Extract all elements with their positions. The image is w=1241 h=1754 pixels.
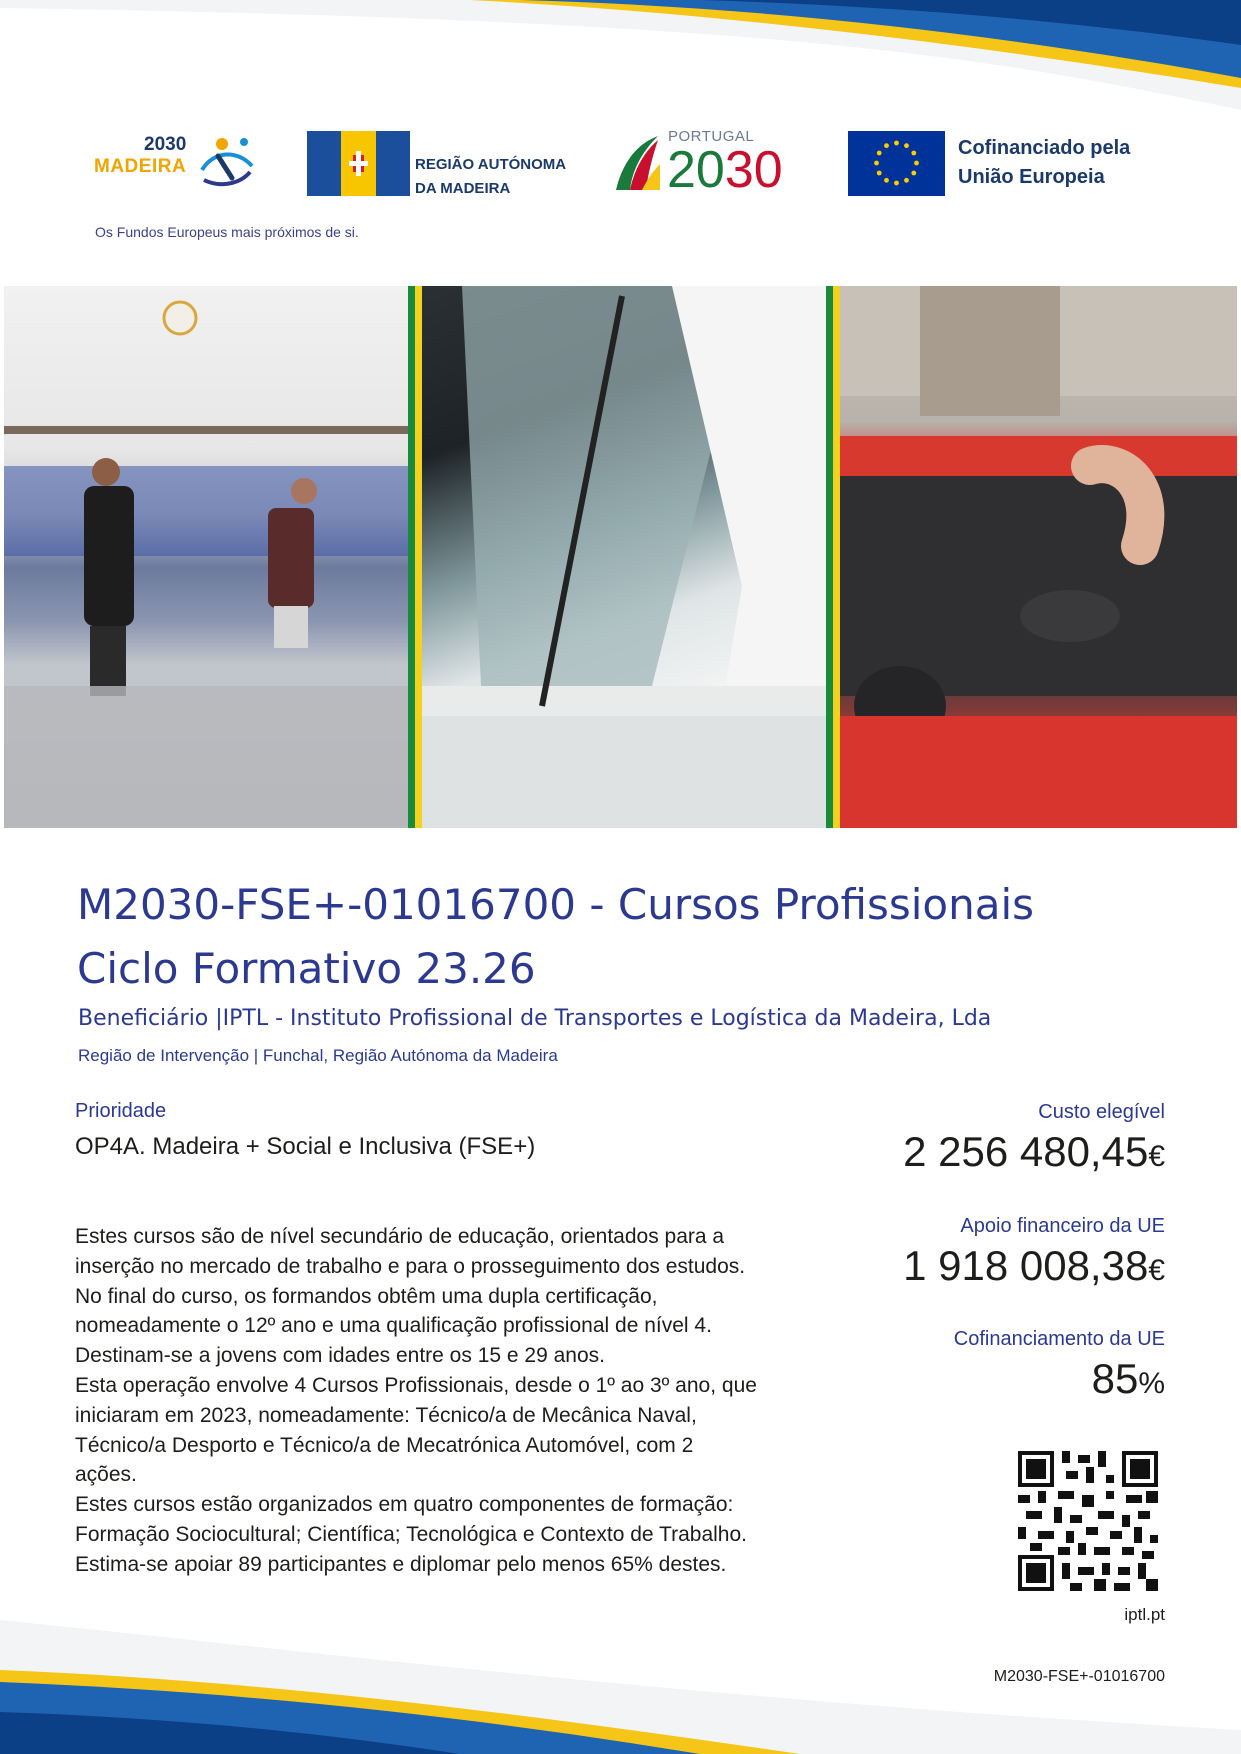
description-line: Destinam-se a jovens com idades entre os 15 e 29 anos. — [75, 1344, 605, 1368]
eu-support-value — [903, 1242, 1165, 1290]
description-line: inserção no mercado de trabalho e para o prosseguimento dos estudos. — [75, 1254, 746, 1278]
raam-line2: DA MADEIRA — [415, 180, 511, 197]
reference-code: M2030-FSE+-01016700 — [993, 1668, 1165, 1685]
top-wave-decoration — [0, 0, 1241, 110]
eu-cofinancing-text — [958, 134, 1130, 192]
eu-line2: União Europeia — [958, 166, 1105, 188]
portugal-flag-swoosh-icon — [612, 134, 662, 194]
website-link[interactable]: iptl.pt — [1124, 1605, 1165, 1624]
madeira-2030-logo — [94, 128, 254, 198]
cofinancing-amount: 85 — [1091, 1355, 1139, 1402]
description — [75, 1222, 835, 1580]
qr-code-icon[interactable] — [1018, 1451, 1158, 1591]
title-line2: Ciclo Formativo 23.26 — [77, 944, 536, 993]
eu-support-amount: 1 918 008,38 — [903, 1242, 1149, 1289]
ship-bridge-photo — [422, 286, 826, 828]
description-line: nomeadamente o 12º ano e uma qualificação profissional de nível 4. — [75, 1314, 712, 1338]
description-line: Estes cursos estão organizados em quatro componentes de formação: — [75, 1493, 734, 1517]
raam-line1: REGIÃO AUTÓNOMA — [415, 156, 567, 173]
portugal-number-part2: 30 — [724, 141, 783, 199]
madeira-flag-icon — [307, 131, 410, 196]
title-line1: M2030-FSE+-01016700 - Cursos Profissionais — [77, 880, 1035, 929]
photo-divider — [826, 286, 840, 828]
eu-support-label: Apoio financeiro da UE — [960, 1215, 1165, 1237]
description-line: Esta operação envolve 4 Cursos Profissionais, desde o 1º ao 3º ano, que — [75, 1373, 757, 1397]
portugal-label: PORTUGAL — [668, 128, 755, 145]
portugal-2030-number — [667, 142, 783, 198]
description-line: iniciaram em 2023, nomeadamente: Técnico/a de Mecânica Naval, — [75, 1403, 697, 1427]
description-line: Formação Sociocultural; Científica; Tecnológica e Contexto de Trabalho. — [75, 1522, 747, 1546]
description-line: Técnico/a Desporto e Técnico/a de Mecatrónica Automóvel, com 2 — [75, 1433, 694, 1457]
photo-divider — [408, 286, 422, 828]
eu-line1: Cofinanciado pela — [958, 137, 1131, 159]
madeira-orbit-icon — [194, 130, 258, 194]
region-line: Região de Intervenção | Funchal, Região Autónoma da Madeira — [78, 1046, 558, 1065]
funds-tagline: Os Fundos Europeus mais próximos de si. — [95, 224, 359, 240]
eu-flag-icon — [848, 131, 945, 196]
eligible-cost-label: Custo elegível — [1038, 1101, 1165, 1123]
volleyball-photo — [4, 286, 408, 828]
beneficiary-line: Beneficiário |IPTL - Instituto Profissional de Transportes e Logística da Madeira, Lda — [78, 1006, 992, 1031]
eu-support-unit: € — [1148, 1254, 1165, 1287]
description-line: Estima-se apoiar 89 participantes e diplomar pelo menos 65% destes. — [75, 1552, 727, 1576]
bottom-wave-decoration — [0, 1620, 1241, 1754]
cofinancing-label: Cofinanciamento da UE — [953, 1328, 1165, 1350]
page-title — [77, 873, 1177, 1001]
description-line: ações. — [75, 1463, 137, 1487]
raam-logo-text — [415, 153, 566, 201]
eligible-cost-value — [903, 1128, 1165, 1176]
description-line: No final do curso, os formandos obtêm uma dupla certificação, — [75, 1284, 658, 1308]
cofinancing-value — [1092, 1355, 1165, 1403]
priority-value: OP4A. Madeira + Social e Inclusiva (FSE+) — [75, 1133, 536, 1160]
car-engine-photo — [840, 286, 1237, 828]
portugal-number-part1: 20 — [667, 141, 725, 199]
photo-banner — [4, 286, 1237, 828]
cofinancing-unit: % — [1138, 1367, 1165, 1400]
eligible-cost-amount: 2 256 480,45 — [903, 1128, 1149, 1175]
description-line: Estes cursos são de nível secundário de educação, orientados para a — [75, 1225, 725, 1248]
madeira-2030-word: MADEIRA — [94, 156, 187, 177]
priority-label: Prioridade — [75, 1100, 167, 1122]
portugal-2030-logo — [612, 128, 792, 198]
madeira-2030-number: 2030 — [144, 134, 187, 155]
eligible-cost-unit: € — [1148, 1140, 1165, 1173]
